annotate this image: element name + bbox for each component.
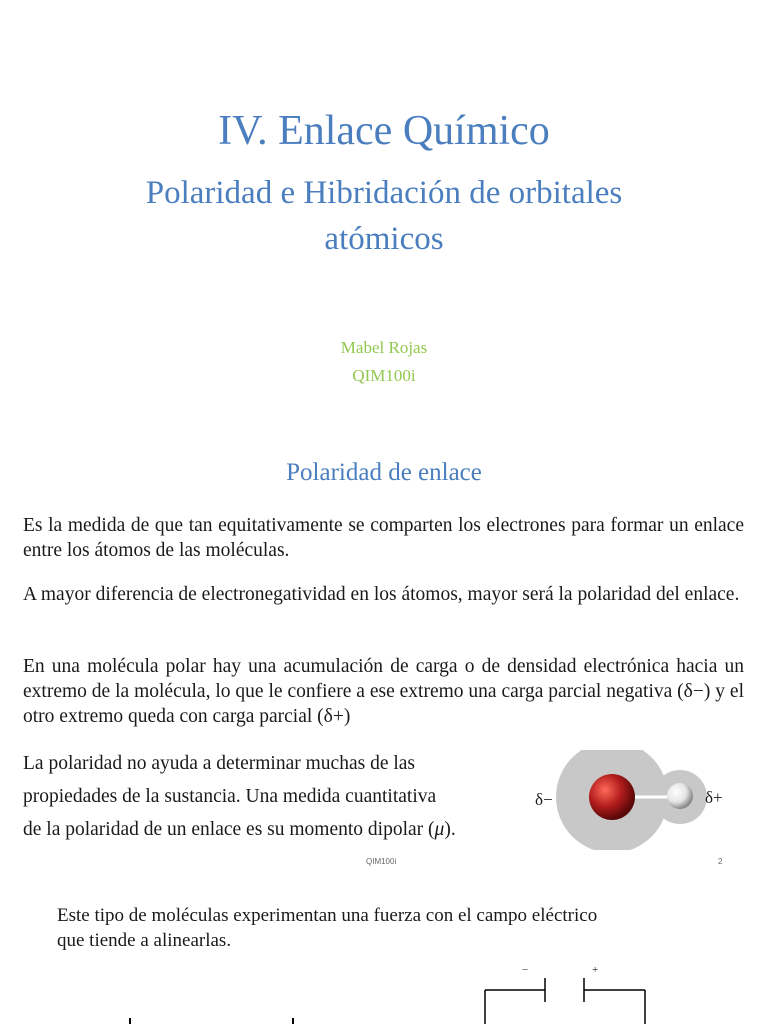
paragraph-dipole bbox=[23, 747, 523, 846]
oxygen-atom bbox=[589, 774, 635, 820]
page-number: 2 bbox=[718, 857, 723, 866]
subtitle-line-1: Polaridad e Hibridación de orbitales bbox=[145, 175, 623, 211]
paragraph-electric-field bbox=[57, 903, 747, 953]
hydrogen-atom bbox=[667, 783, 693, 809]
delta-plus-label: δ+ bbox=[705, 788, 723, 807]
section-heading: Polaridad de enlace bbox=[286, 459, 482, 486]
author-name: Mabel Rojas bbox=[340, 338, 428, 357]
paragraph-polar-molecule: En una molécula polar hay una acumulación de carga o de densidad electrónica hacia un extremo de la molécula, lo que le confiere a ese extremo una carga parcial negativa (δ−) y el otro extremo queda con carga parcial (δ+) bbox=[23, 656, 744, 727]
field-line-1: Este tipo de moléculas experimentan una fuerza con el campo eléctrico bbox=[57, 905, 598, 926]
paragraph-definition: Es la medida de que tan equitativamente se comparten los electrones para formar un enlace entre los átomos de las moléculas. bbox=[23, 515, 744, 561]
capacitor-diagram bbox=[0, 960, 768, 1024]
minus-sign: − bbox=[522, 964, 529, 976]
polar-molecule-diagram bbox=[530, 750, 730, 850]
field-line-2: que tiende a alinearlas. bbox=[57, 930, 232, 951]
slide-subtitle bbox=[84, 170, 684, 262]
delta-minus-label: δ− bbox=[535, 790, 553, 809]
mu-symbol: μ bbox=[434, 819, 445, 840]
dipole-line-1: La polaridad no ayuda a determinar muchas de las bbox=[23, 753, 416, 774]
plus-sign: + bbox=[592, 964, 599, 976]
dipole-line-2: propiedades de la sustancia. Una medida cuantitativa bbox=[23, 786, 437, 807]
paragraph-electronegativity: A mayor diferencia de electronegatividad en los átomos, mayor será la polaridad del enlace. bbox=[23, 584, 740, 605]
footer-course: QIM100i bbox=[366, 857, 397, 866]
course-code: QIM100i bbox=[352, 366, 416, 385]
dipole-line-3: de la polaridad de un enlace es su momento dipolar (μ). bbox=[23, 819, 456, 840]
subtitle-line-2: atómicos bbox=[324, 221, 444, 257]
slide-title: IV. Enlace Químico bbox=[218, 108, 550, 154]
